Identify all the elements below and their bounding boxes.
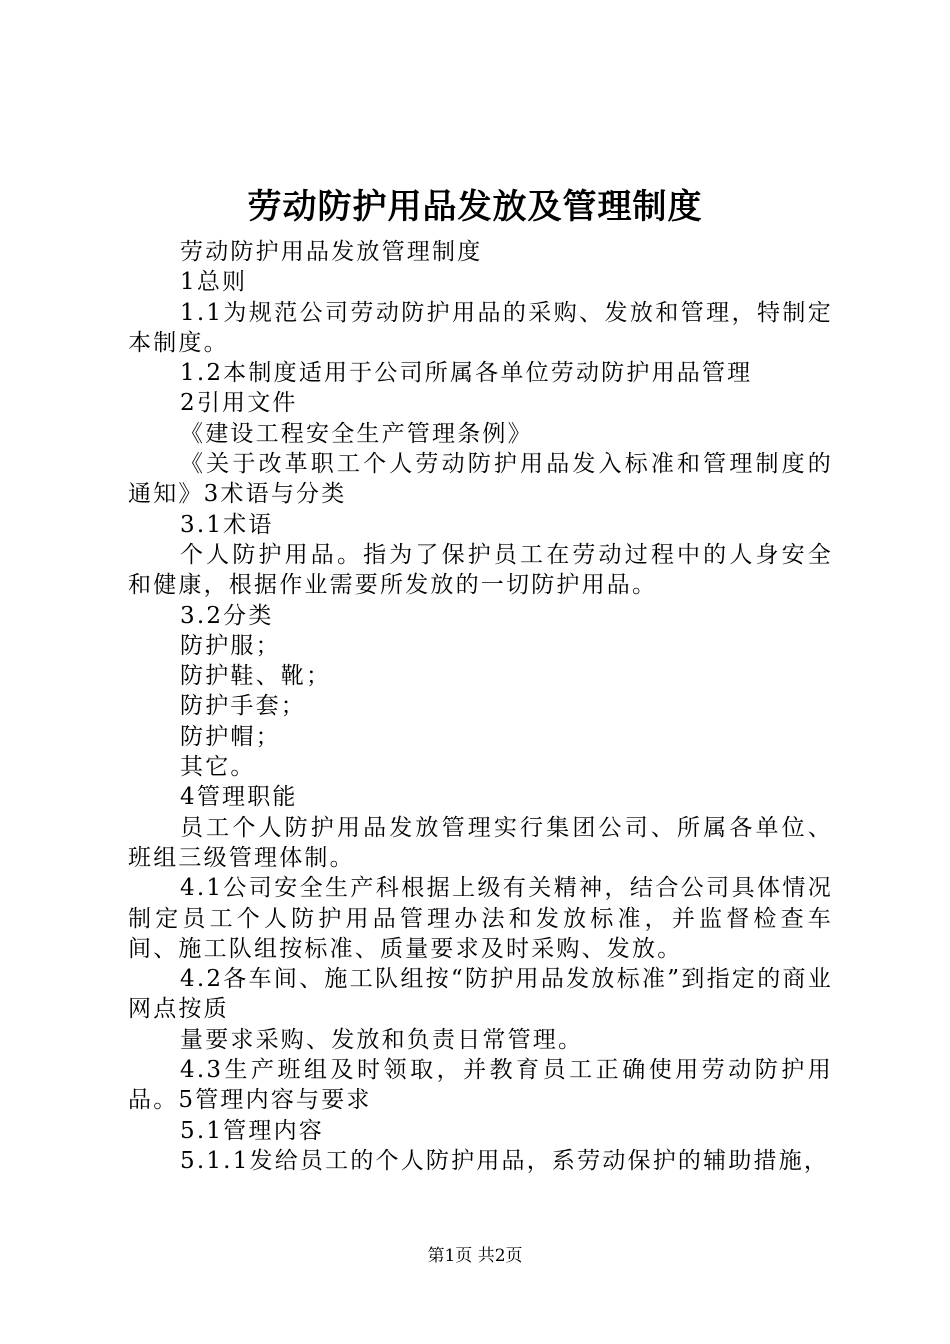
page-footer: 第1页 共2页 <box>427 1246 523 1266</box>
paragraph: 《建设工程安全生产管理条例》 <box>180 420 533 447</box>
list-item: 防护服； <box>180 632 281 659</box>
paragraph: 1.2本制度适用于公司所属各单位劳动防护用品管理 <box>180 360 753 387</box>
document-body <box>128 237 833 1176</box>
paragraph: 劳动防护用品发放管理制度 <box>180 239 483 265</box>
paragraph: 4.1公司安全生产科根据上级有关精神，结合公司具体情况制定员工个人防护用品管理办法和发放标准，并监督检查车间、施工队组按标准、质量要求及时采购、发放。 <box>128 875 833 962</box>
section-heading: 4管理职能 <box>180 784 298 811</box>
list-item: 其它。 <box>180 754 256 781</box>
section-heading: 3.1术语 <box>180 511 274 538</box>
paragraph: 员工个人防护用品发放管理实行集团公司、所属各单位、班组三级管理体制。 <box>128 814 833 871</box>
paragraph: 4.2各车间、施工队组按“防护用品发放标准”到指定的商业网点按质 <box>128 966 833 1023</box>
document-title: 劳动防护用品发放及管理制度 <box>247 187 703 227</box>
paragraph: 4.3生产班组及时领取，并教育员工正确使用劳动防护用品。5管理内容与要求 <box>128 1057 833 1114</box>
paragraph: 5.1.1发给员工的个人防护用品，系劳动保护的辅助措施， <box>180 1147 830 1174</box>
list-item: 防护帽； <box>180 723 281 750</box>
list-item: 防护手套； <box>180 693 306 720</box>
section-heading: 5.1管理内容 <box>180 1117 324 1144</box>
section-heading: 1总则 <box>180 269 248 296</box>
paragraph: 《关于改革职工个人劳动防护用品发入标准和管理制度的通知》3术语与分类 <box>128 451 833 508</box>
section-heading: 2引用文件 <box>180 390 298 417</box>
paragraph: 个人防护用品。指为了保护员工在劳动过程中的人身安全和健康，根据作业需要所发放的一切防护用品。 <box>128 541 833 599</box>
paragraph: 量要求采购、发放和负责日常管理。 <box>180 1026 584 1053</box>
section-heading: 3.2分类 <box>180 602 274 629</box>
list-item: 防护鞋、靴； <box>180 663 332 690</box>
paragraph: 1.1为规范公司劳动防护用品的采购、发放和管理，特制定本制度。 <box>128 299 833 356</box>
